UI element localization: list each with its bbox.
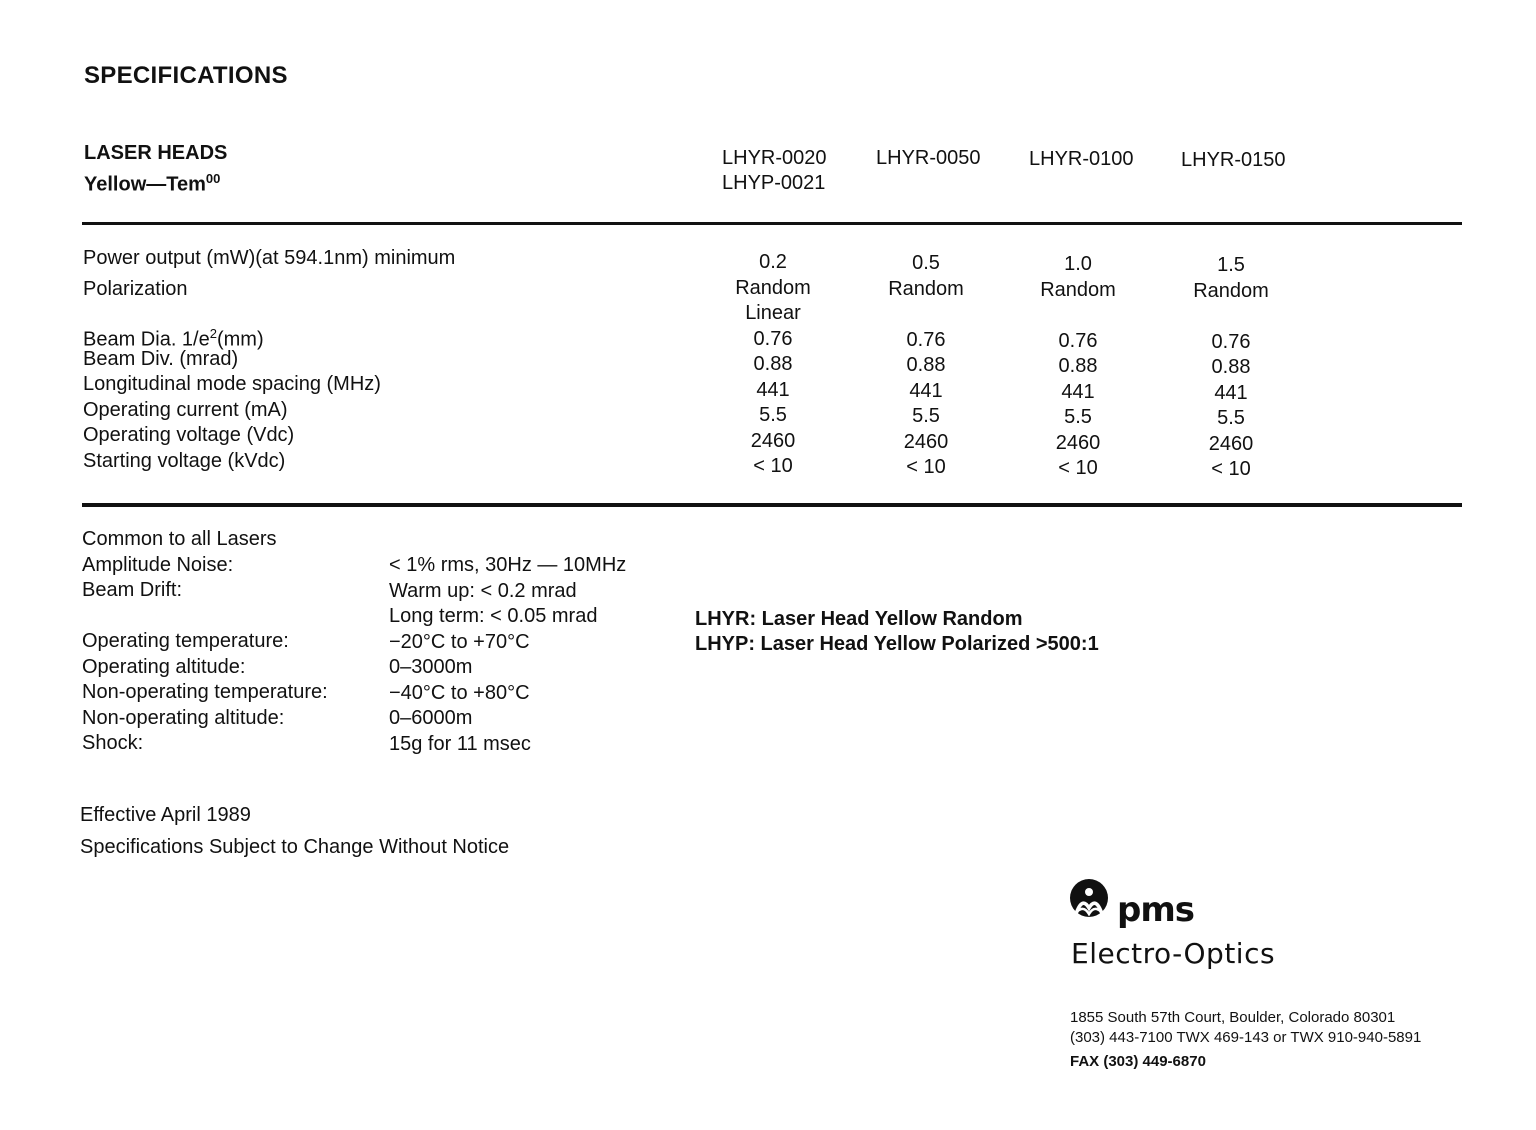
beam-dia-value: 0.76 [1211,330,1251,353]
model-name: LHYR-0050 [876,147,981,169]
beam-dia-value: 0.76 [1058,329,1098,352]
legend-lhyr: LHYR: Laser Head Yellow Random [695,608,1023,630]
model-alt-name: LHYP-0021 [722,172,826,194]
operating-voltage-label: Operating voltage (Vdc) [83,424,295,446]
common-label: Beam Drift: [82,579,183,601]
laser-heads-label: LASER HEADS [84,142,228,164]
company-address: 1855 South 57th Court, Boulder, Colorado 80301 [1070,1009,1396,1026]
beam-div-value: 0.88 [1211,356,1251,378]
start-voltage-value: < 10 [753,455,793,477]
current-value: 5.5 [1064,406,1092,428]
power-value: 0.5 [912,252,940,274]
spec-labels [83,246,455,474]
beam-div-value: 0.88 [906,354,946,376]
spec-column-4 [1156,253,1306,483]
common-label: Operating temperature: [82,630,289,652]
beam-dia-label-unit: (mm) [216,328,264,351]
voltage-value: 2460 [1208,432,1254,455]
common-value: < 1% rms, 30Hz — 10MHz [389,554,627,576]
common-label: Operating altitude: [82,655,246,678]
beam-dia-value: 0.76 [906,328,946,351]
mode-label-sup: 00 [205,171,221,186]
model-name: LHYR-0100 [1029,148,1134,170]
voltage-value: 2460 [750,429,796,452]
table-bottom-divider [82,503,1462,507]
mode-label-text: Yellow—Tem [84,173,206,196]
model-header-3 [1029,147,1134,172]
start-voltage-value: < 10 [1211,458,1251,480]
beam-dia-label-sup: 2 [209,326,217,341]
mode-spacing-label: Longitudinal mode spacing (MHz) [83,373,381,395]
current-value: 5.5 [759,404,787,426]
beam-dia-value: 0.76 [753,327,793,350]
company-phone: (303) 443-7100 TWX 469-143 or TWX 910-940-5891 [1070,1029,1422,1046]
voltage-value: 2460 [903,430,949,453]
model-name: LHYR-0020 [722,147,827,169]
operating-current-label: Operating current (mA) [83,398,288,421]
polarization-value: Random [1040,278,1116,301]
company-address-block [1070,1008,1421,1072]
mode-spacing-value: 441 [1061,380,1095,403]
beam-div-label: Beam Div. (mrad) [83,347,239,370]
common-label: Shock: [82,732,144,754]
model-name: LHYR-0150 [1181,149,1286,171]
common-label [82,604,328,630]
pms-logo-icon [1064,878,1114,924]
spec-column-2 [851,251,1001,481]
voltage-value: 2460 [1055,431,1101,454]
company-fax: FAX (303) 449-6870 [1070,1053,1206,1070]
beam-div-value: 0.88 [753,353,793,375]
start-voltage-value: < 10 [1058,457,1098,479]
legend-lhyp: LHYP: Laser Head Yellow Polarized >500:1 [695,633,1099,655]
polarization-value-2 [1156,304,1306,330]
polarization-value: Random [1193,279,1269,302]
table-header-title [84,141,227,198]
start-voltage-value: < 10 [906,456,946,478]
company-division: Electro-Optics [1071,937,1276,970]
model-header-1 [722,146,827,196]
polarization-value: Random [888,277,964,300]
effective-date: Effective April 1989 [80,804,251,826]
power-output-label: Power output (mW)(at 594.1nm) minimum [83,247,456,269]
common-label: Non-operating temperature: [82,681,328,703]
starting-voltage-label: Starting voltage (kVdc) [83,449,286,472]
power-value: 1.0 [1064,253,1092,275]
polarization-label: Polarization [83,277,188,300]
polarization-value: Random [735,276,811,299]
common-label: Non-operating altitude: [82,706,285,729]
mode-spacing-value: 441 [1214,381,1248,404]
beam-dia-label [83,321,455,351]
common-value: Warm up: < 0.2 mrad [389,579,577,602]
common-value: 0–3000m [389,656,473,678]
page-title: SPECIFICATIONS [84,62,288,89]
beam-div-value: 0.88 [1058,355,1098,377]
common-specs-labels [82,527,328,757]
mode-label [84,166,227,198]
common-value: 0–6000m [389,707,473,729]
company-logo-text: pms [1117,890,1195,930]
mode-spacing-value: 441 [909,379,943,402]
change-notice: Specifications Subject to Change Without Notice [80,836,510,858]
model-header-2 [876,146,981,171]
power-value: 1.5 [1217,254,1245,276]
common-value: −40°C to +80°C [389,681,530,704]
abbreviation-legend [695,607,1099,657]
common-value: −20°C to +70°C [389,630,530,653]
spec-column-3 [1003,252,1153,482]
polarization-value-2 [851,302,1001,328]
common-value: 15g for 11 msec [389,732,531,755]
current-value: 5.5 [1217,407,1245,429]
polarization-value-2 [1003,303,1153,329]
polarization-value-2: Linear [745,302,801,324]
beam-dia-label-text: Beam Dia. 1/e [83,328,210,351]
header-divider [82,222,1462,225]
current-value: 5.5 [912,405,940,427]
common-specs-values [389,553,626,757]
common-label: Amplitude Noise: [82,553,234,576]
common-heading: Common to all Lasers [82,528,277,550]
power-value: 0.2 [759,251,787,273]
model-header-4 [1181,148,1286,173]
spec-column-1 [698,250,848,480]
mode-spacing-value: 441 [756,378,790,401]
common-value: Long term: < 0.05 mrad [389,605,598,627]
